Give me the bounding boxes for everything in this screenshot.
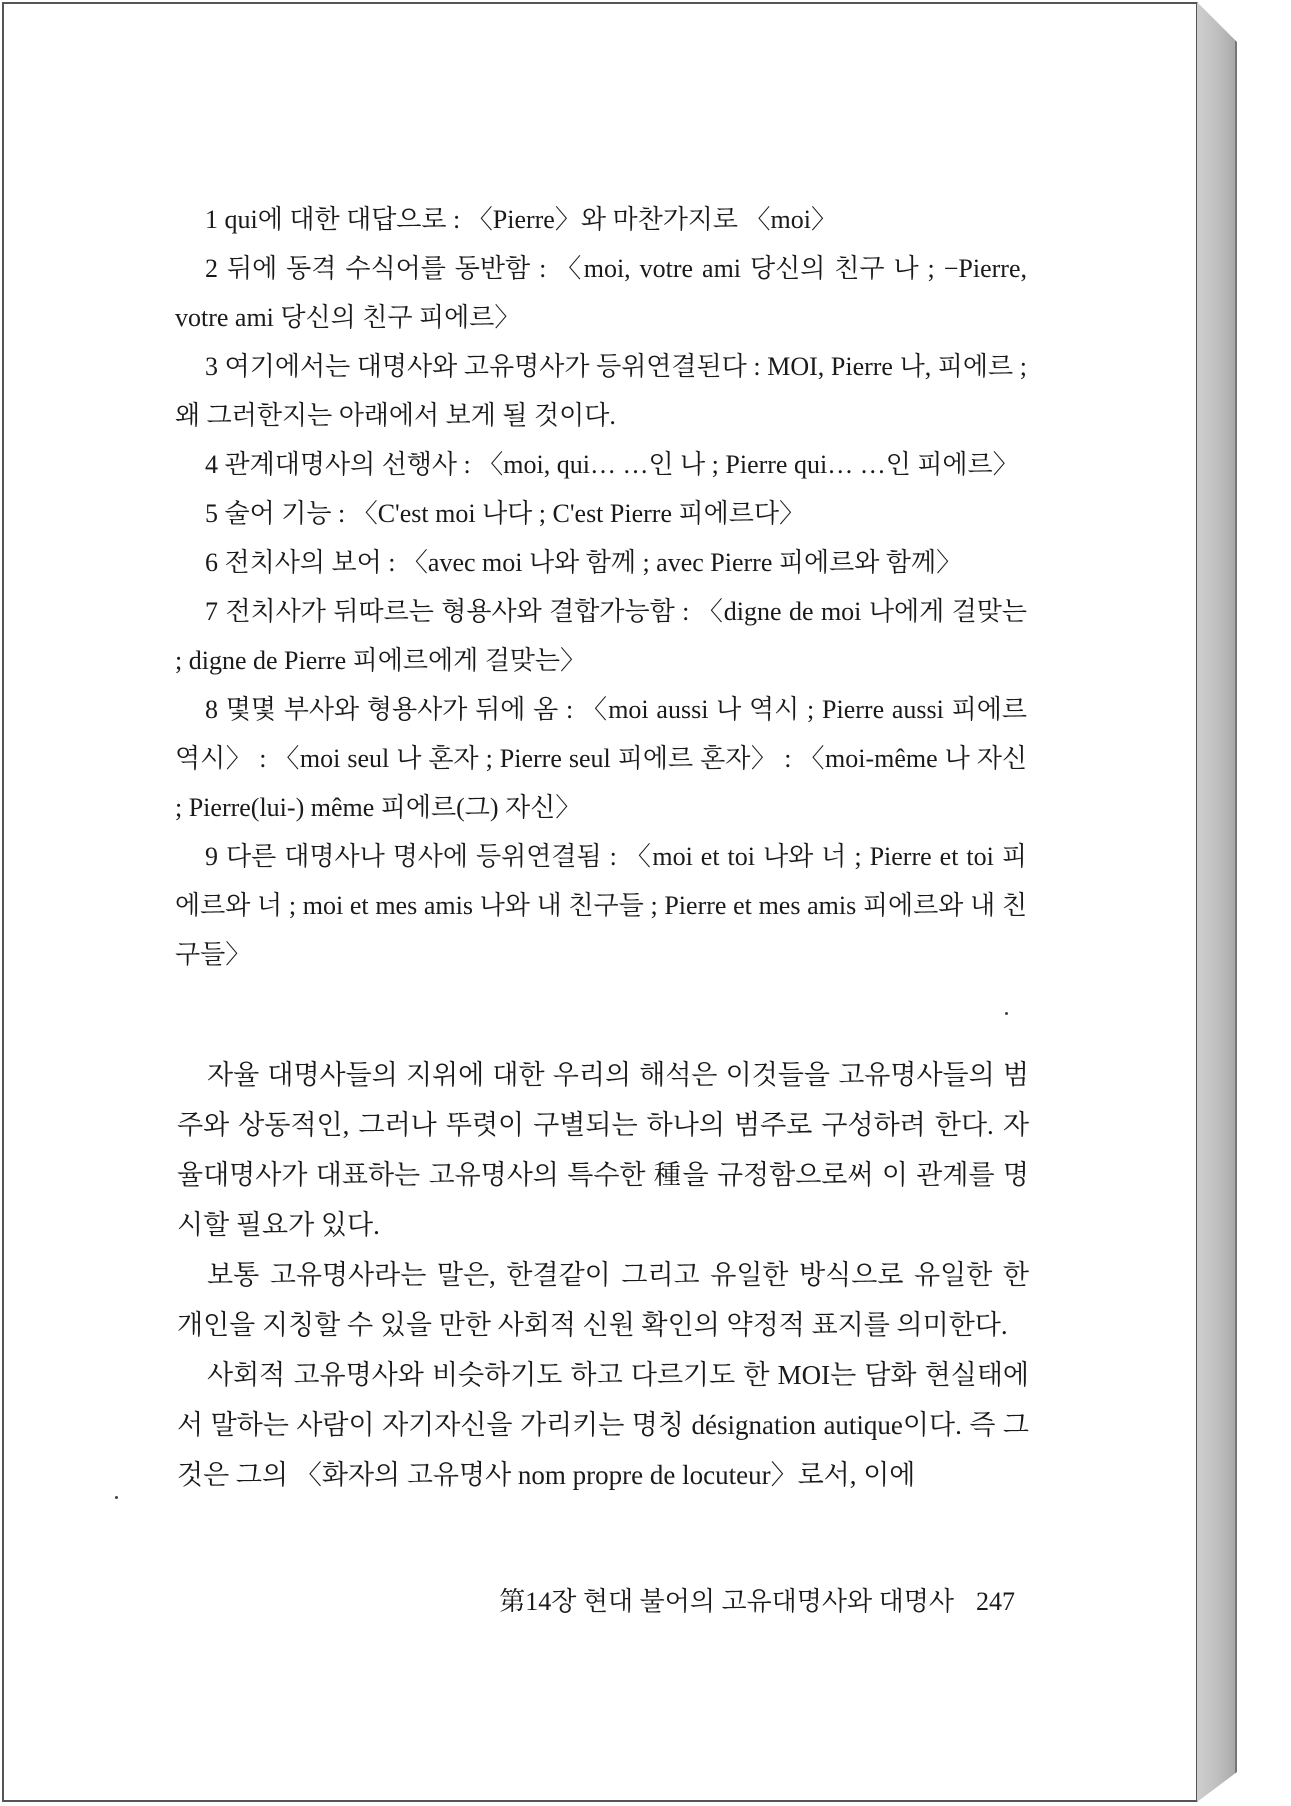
list-item-8: 8 몇몇 부사와 형용사가 뒤에 옴 : 〈moi aussi 나 역시 ; Pierre aussi 피에르 역시〉 : 〈moi seul 나 혼자 ; Pierre seul 피에르 혼자〉 : 〈moi-même 나 자신 ; Pierre(lui-) même 피에르(그) 자신〉 xyxy=(175,695,1027,822)
paragraph-1: 자율 대명사들의 지위에 대한 우리의 해석은 이것들을 고유명사들의 범주와 상동적인, 그러나 뚜렷이 구별되는 하나의 범주로 구성하려 한다. 자율대명사가 대표하는 고유명사의 특수한 種을 규정함으로써 이 관계를 명시할 필요가 있다. xyxy=(177,1060,1029,1240)
paragraph-3: 사회적 고유명사와 비슷하기도 하고 다르기도 한 MOI는 담화 현실태에서 말하는 사람이 자기자신을 가리키는 명칭 désignation autique이다. 즉 그것은 그의 〈화자의 고유명사 nom propre de locuteur〉로서, 이에 xyxy=(177,1360,1029,1490)
list-item-5: 5 술어 기능 : 〈C'est moi 나다 ; C'est Pierre 피에르다〉 xyxy=(205,499,805,528)
list-item-4: 4 관계대명사의 선행사 : 〈moi, qui… …인 나 ; Pierre qui… …인 피에르〉 xyxy=(205,450,1019,479)
paragraph-2: 보통 고유명사라는 말은, 한결같이 그리고 유일한 방식으로 유일한 한 개인을 지칭할 수 있을 만한 사회적 신원 확인의 약정적 표지를 의미한다. xyxy=(177,1260,1029,1340)
running-footer xyxy=(455,1585,1015,1619)
scan-speck xyxy=(115,1496,118,1499)
list-item-9: 9 다른 대명사나 명사에 등위연결됨 : 〈moi et toi 나와 너 ; Pierre et toi 피에르와 너 ; moi et mes amis 나와 내 친구들 ; Pierre et mes amis 피에르와 내 친구들〉 xyxy=(175,842,1027,969)
list-item-2: 2 뒤에 동격 수식어를 동반함 : 〈moi, votre ami 당신의 친구 나 ; −Pierre, votre ami 당신의 친구 피에르〉 xyxy=(175,254,1027,332)
numbered-list xyxy=(175,195,1027,979)
list-item-1: 1 qui에 대한 대답으로 : 〈Pierre〉와 마찬가지로 〈moi〉 xyxy=(205,205,837,234)
body-text xyxy=(177,1050,1029,1500)
scan-speck xyxy=(1005,1012,1008,1015)
page-number: 247 xyxy=(976,1587,1015,1616)
chapter-title: 第14장 현대 불어의 고유대명사와 대명사 xyxy=(499,1587,954,1616)
list-item-3: 3 여기에서는 대명사와 고유명사가 등위연결된다 : MOI, Pierre 나, 피에르 ; 왜 그러한지는 아래에서 보게 될 것이다. xyxy=(175,352,1027,430)
list-item-6: 6 전치사의 보어 : 〈avec moi 나와 함께 ; avec Pierre 피에르와 함께〉 xyxy=(205,548,963,577)
list-item-7: 7 전치사가 뒤따르는 형용사와 결합가능함 : 〈digne de moi 나에게 걸맞는 ; digne de Pierre 피에르에게 걸맞는〉 xyxy=(175,597,1027,675)
page-edge-shadow xyxy=(1197,2,1237,1802)
